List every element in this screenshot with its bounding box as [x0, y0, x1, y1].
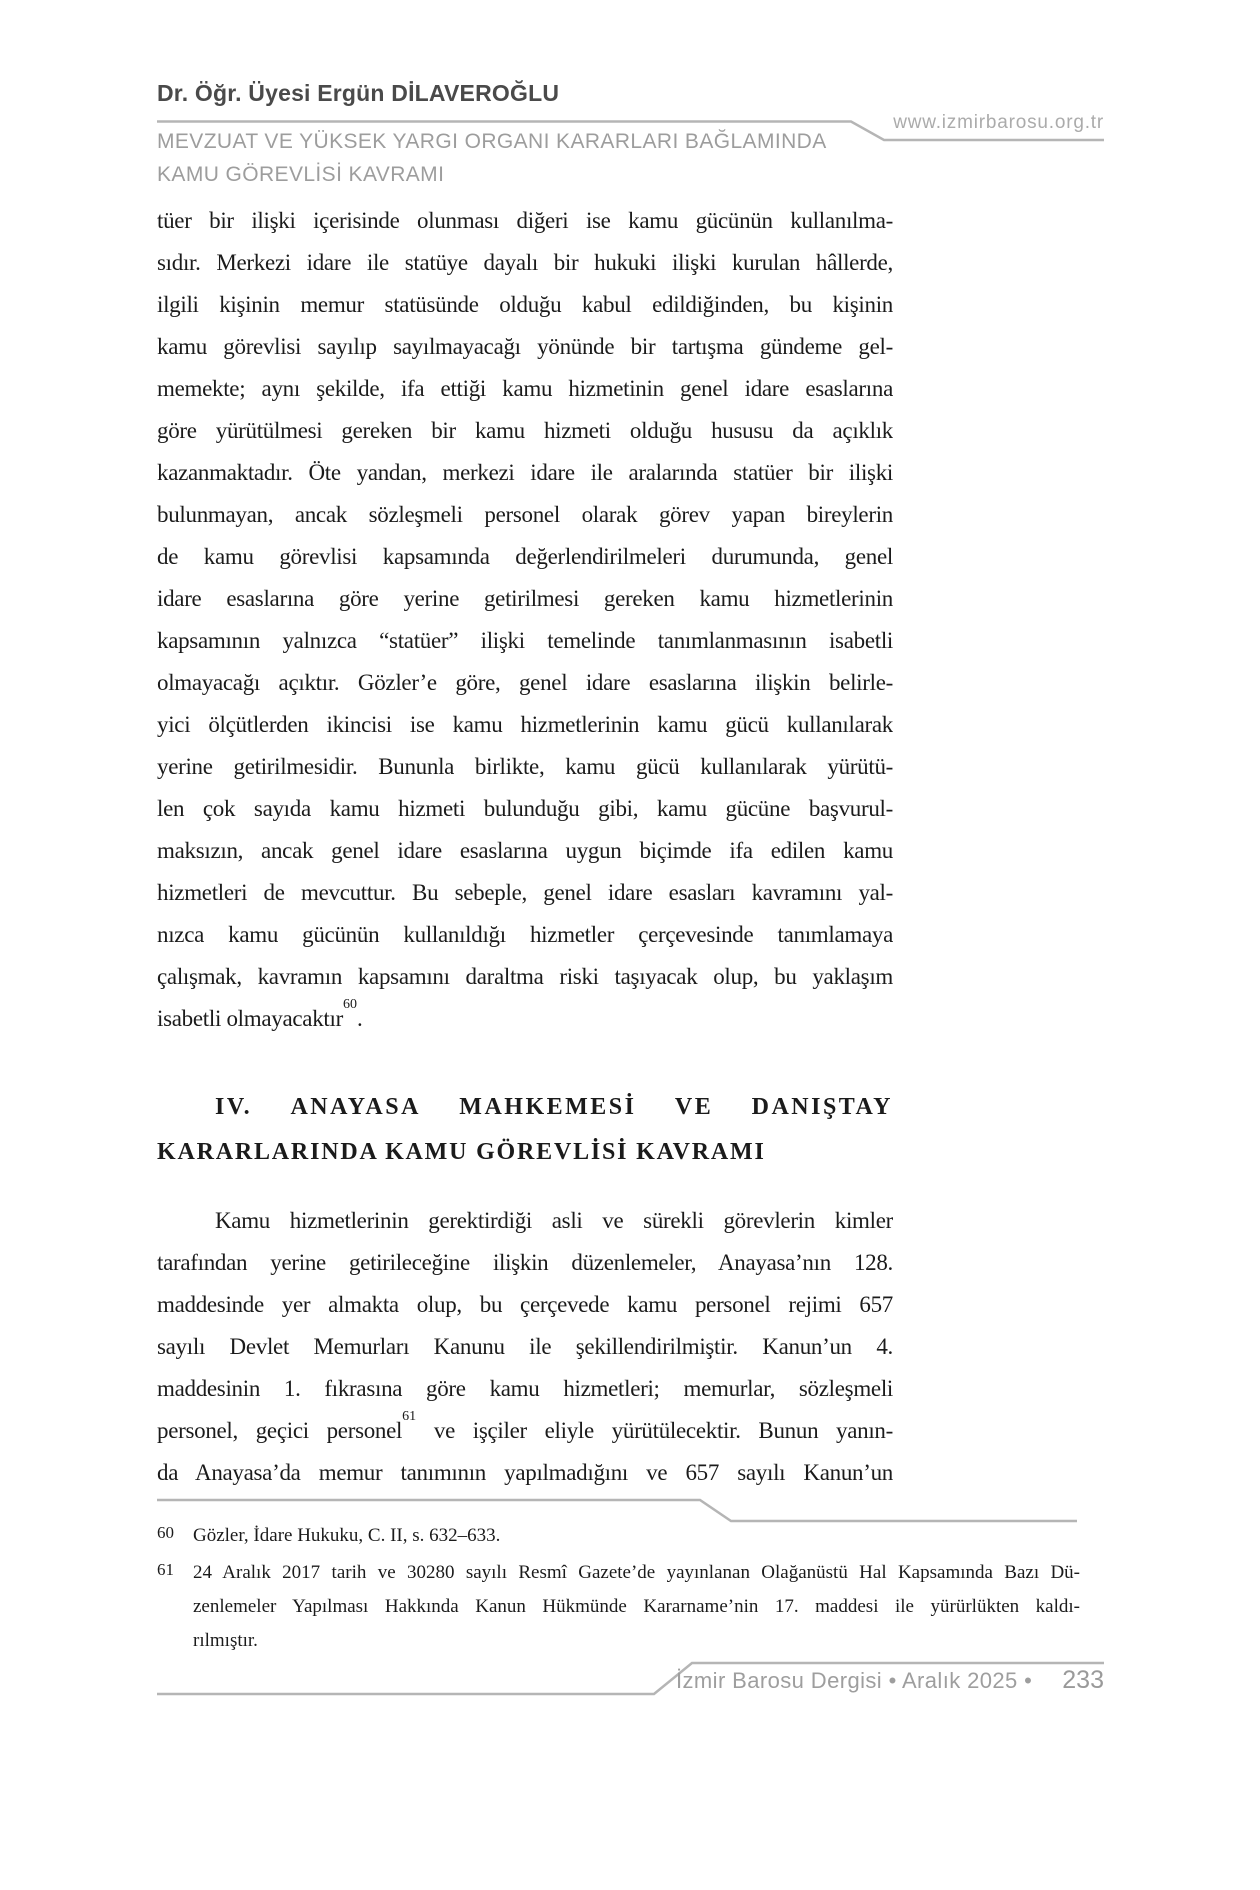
text-line [157, 998, 893, 1040]
page-number: 233 [1062, 1666, 1104, 1694]
article-title-line1: MEVZUAT VE YÜKSEK YARGI ORGANI KARARLARI BAĞLAMINDA [157, 130, 827, 153]
text-line: bulunmayan, ancak sözleşmeli personel olarak görev yapan bireylerin [157, 502, 893, 527]
footnote-number: 61 [157, 1560, 174, 1579]
footnote-reference-60: 60 [342, 998, 357, 1013]
text-line: kapsamının yalnızca “statüer” ilişki temelinde tanımlanmasının isabetli [157, 628, 893, 653]
text-line: yerine getirilmesidir. Bununla birlikte, kamu gücü kullanılarak yürütü- [157, 754, 893, 779]
text-line: kazanmaktadır. Öte yandan, merkezi idare ile aralarında statüer bir ilişki [157, 460, 893, 485]
text-line [157, 1410, 893, 1452]
text-segment: . [356, 1006, 363, 1031]
text-line: maddesinin 1. fıkrasına göre kamu hizmetleri; memurlar, sözleşmeli [157, 1376, 893, 1401]
text-line: de kamu görevlisi kapsamında değerlendirilmeleri durumunda, genel [157, 544, 893, 569]
author-name: Dr. Öğr. Üyesi Ergün DİLAVEROĞLU [157, 80, 560, 106]
article-title-line2: KAMU GÖREVLİSİ KAVRAMI [157, 162, 445, 186]
journal-issue-label: İzmir Barosu Dergisi • Aralık 2025 • [676, 1668, 1033, 1693]
text-segment: ve işçiler eliyle yürütülecektir. Bunun yanın- [416, 1418, 893, 1443]
paragraph-1 [157, 200, 893, 1040]
footnote-number: 60 [157, 1523, 174, 1542]
text-line: yici ölçütlerden ikincisi ise kamu hizmetlerinin kamu gücü kullanılarak [157, 712, 893, 737]
text-line: Kamu hizmetlerinin gerektirdiği asli ve sürekli görevlerin kimler [215, 1208, 893, 1233]
footnote-text [157, 1556, 1080, 1658]
heading-word: DANIŞTAY [751, 1094, 893, 1120]
text-line: sayılı Devlet Memurları Kanunu ile şekillendirilmiştir. Kanun’un 4. [157, 1334, 893, 1359]
text-line: hizmetleri de mevcuttur. Bu sebeple, genel idare esasları kavramını yal- [157, 880, 893, 905]
text-line: çalışmak, kavramın kapsamını daraltma riski taşıyacak olup, bu yaklaşım [157, 964, 893, 989]
footnote-text: Gözler, İdare Hukuku, C. II, s. 632–633. [193, 1525, 501, 1546]
text-line: olmayacağı açıktır. Gözler’e göre, genel idare esaslarına ilişkin belirle- [157, 670, 893, 695]
paragraph-2 [157, 1200, 893, 1494]
section-heading-line1 [157, 1085, 893, 1130]
footnote-text-line: 24 Aralık 2017 tarih ve 30280 sayılı Resmî Gazete’de yayınlanan Olağanüstü Hal Kapsamında Bazı Dü- [193, 1562, 1080, 1583]
text-segment: isabetli olmayacaktır [157, 1006, 343, 1031]
section-heading-line2: KARARLARINDA KAMU GÖREVLİSİ KAVRAMI [157, 1139, 766, 1165]
heading-word: MAHKEMESİ [459, 1094, 637, 1120]
text-line: göre yürütülmesi gereken bir kamu hizmeti olduğu hususu da açıklık [157, 418, 893, 443]
text-line: tüer bir ilişki içerisinde olunması diğeri ise kamu gücünün kullanılma- [157, 208, 893, 233]
text-line: kamu görevlisi sayılıp sayılmayacağı yönünde bir tartışma gündeme gel- [157, 334, 893, 359]
text-line: maksızın, ancak genel idare esaslarına uygun biçimde ifa edilen kamu [157, 838, 893, 863]
text-line: maddesinde yer almakta olup, bu çerçevede kamu personel rejimi 657 [157, 1292, 893, 1317]
text-line: idare esaslarına göre yerine getirilmesi gereken kamu hizmetlerinin [157, 586, 893, 611]
footnote-60 [157, 1520, 1080, 1552]
text-line: len çok sayıda kamu hizmeti bulunduğu gibi, kamu gücüne başvurul- [157, 796, 893, 821]
section-heading [157, 1085, 893, 1175]
text-line: ilgili kişinin memur statüsünde olduğu kabul edildiğinden, bu kişinin [157, 292, 893, 317]
heading-numeral: IV. [215, 1094, 253, 1120]
article-title [157, 126, 897, 191]
footnote-reference-61: 61 [402, 1410, 417, 1425]
footnote-divider-line [157, 1500, 1077, 1521]
text-line: tarafından yerine getirileceğine ilişkin düzenlemeler, Anayasa’nın 128. [157, 1250, 893, 1275]
heading-word: ANAYASA [290, 1094, 421, 1120]
text-line: nızca kamu gücünün kullanıldığı hizmetler çerçevesinde tanımlamaya [157, 922, 893, 947]
text-line: memekte; aynı şekilde, ifa ettiği kamu hizmetinin genel idare esaslarına [157, 376, 893, 401]
journal-website-url: www.izmirbarosu.org.tr [893, 112, 1104, 133]
text-line: sıdır. Merkezi idare ile statüye dayalı bir hukuki ilişki kurulan hâllerde, [157, 250, 893, 275]
footnote-61 [157, 1556, 1080, 1658]
text-segment: personel, geçici personel [157, 1418, 403, 1443]
text-line: da Anayasa’da memur tanımının yapılmadığını ve 657 sayılı Kanun’un [157, 1460, 893, 1485]
page-footer [676, 1666, 1104, 1695]
heading-word: VE [674, 1094, 714, 1120]
footnote-text-line: zenlemeler Yapılması Hakkında Kanun Hükmünde Kararname’nin 17. maddesi ile yürürlükten kaldı- [193, 1596, 1080, 1617]
footnote-text-line: rılmıştır. [193, 1630, 258, 1651]
